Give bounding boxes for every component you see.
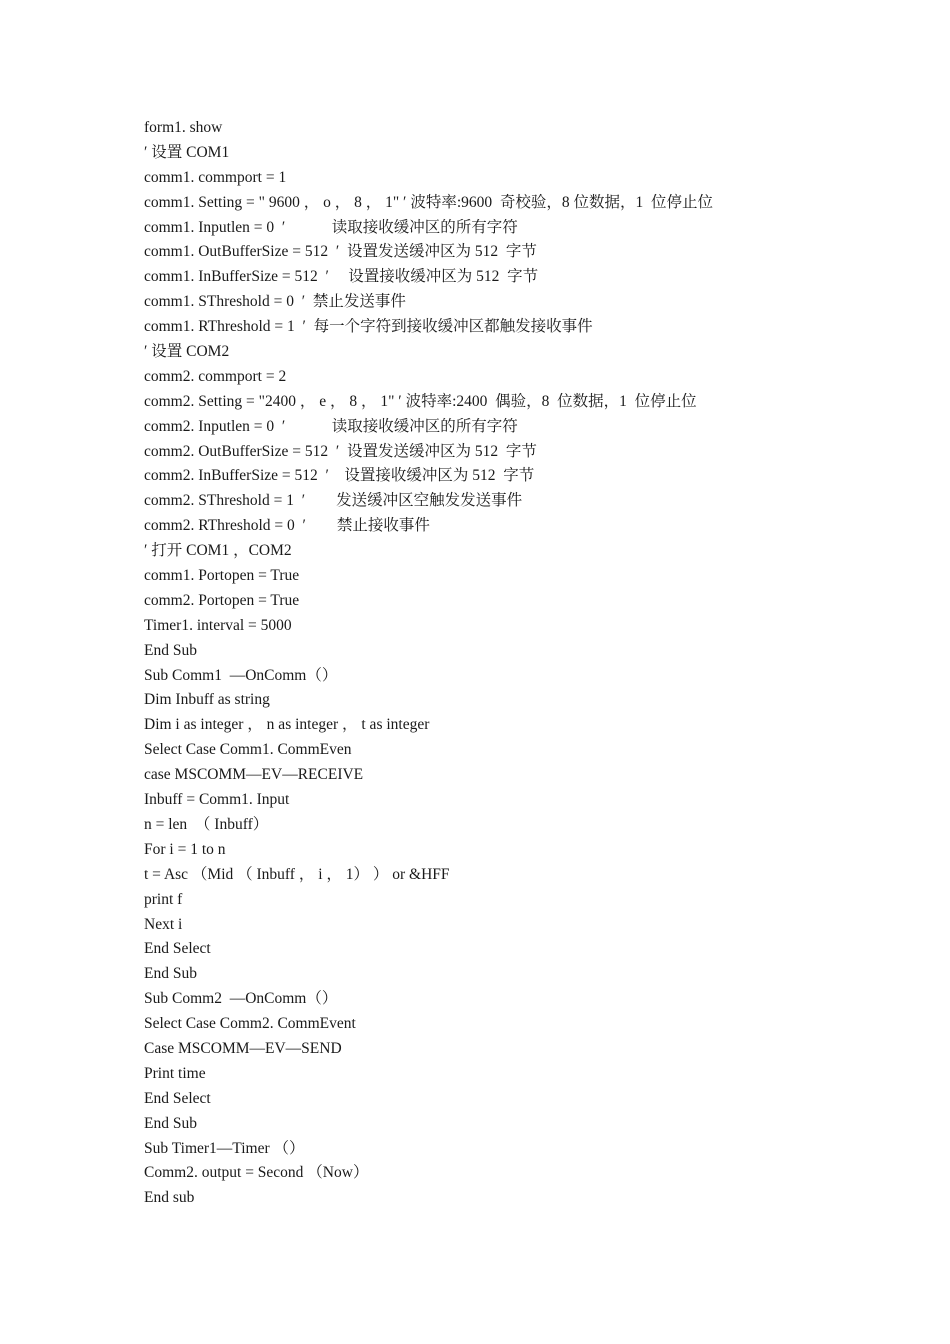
code-line: comm2. InBufferSize = 512 ′ 设置接收缓冲区为 512 字节 (144, 467, 535, 485)
code-line: comm1. commport = 1 (144, 168, 287, 186)
code-line: Dim Inbuff as string (144, 691, 270, 709)
code-line: comm2. Inputlen = 0 ′ 读取接收缓冲区的所有字符 (144, 417, 518, 435)
code-line: comm2. Setting = "2400 ， e ， 8 ， 1" ′ 波特率:2400 偶验，8 位数据，1 位停止位 (144, 392, 697, 410)
code-line: Dim i as integer ， n as integer ， t as integer (144, 716, 430, 734)
code-line: Comm2. output = Second （Now） (144, 1164, 369, 1182)
code-line: comm2. OutBufferSize = 512 ′ 设置发送缓冲区为 512 字节 (144, 442, 537, 460)
code-line: End Select (144, 1089, 211, 1107)
code-line: Sub Comm1 —OnComm（） (144, 666, 338, 684)
code-line: Inbuff = Comm1. Input (144, 791, 290, 809)
code-line: comm2. RThreshold = 0 ′ 禁止接收事件 (144, 517, 430, 535)
code-line: comm2. commport = 2 (144, 367, 287, 385)
code-line: Select Case Comm2. CommEvent (144, 1015, 356, 1033)
code-line: End Sub (144, 965, 197, 983)
code-line: ′ 打开 COM1 ，COM2 (144, 542, 292, 560)
code-line: comm1. InBufferSize = 512 ′ 设置接收缓冲区为 512 字节 (144, 268, 539, 286)
code-line: case MSCOMM—EV—RECEIVE (144, 766, 364, 784)
code-line: comm1. SThreshold = 0 ′ 禁止发送事件 (144, 293, 406, 311)
code-line: comm1. Portopen = True (144, 567, 300, 585)
code-listing (144, 116, 904, 1211)
code-line: Select Case Comm1. CommEven (144, 741, 352, 759)
code-line: Timer1. interval = 5000 (144, 616, 292, 634)
code-line: End Select (144, 940, 211, 958)
code-line: End Sub (144, 641, 197, 659)
code-line: Print time (144, 1064, 206, 1082)
code-line: t = Asc （Mid （ Inbuff ， i ， 1） ） or &HFF (144, 865, 450, 883)
code-line: comm2. SThreshold = 1 ′ 发送缓冲区空触发发送事件 (144, 492, 523, 510)
code-line: For i = 1 to n (144, 840, 226, 858)
code-line: comm1. Setting = " 9600 ， o ， 8 ， 1" ′ 波特率:9600 奇校验，8 位数据，1 位停止位 (144, 193, 714, 211)
code-line: ′ 设置 COM1 (144, 143, 230, 161)
code-line: Sub Comm2 —OnComm（） (144, 990, 338, 1008)
code-line: comm1. RThreshold = 1 ′ 每一个字符到接收缓冲区都触发接收事件 (144, 318, 593, 336)
code-line: print f (144, 890, 183, 908)
code-line: comm1. OutBufferSize = 512 ′ 设置发送缓冲区为 512 字节 (144, 243, 537, 261)
code-line: n = len （ Inbuff） (144, 815, 269, 833)
code-line: form1. show (144, 119, 223, 136)
code-line: ′ 设置 COM2 (144, 343, 230, 361)
code-line: comm2. Portopen = True (144, 591, 300, 609)
code-line: End Sub (144, 1114, 197, 1132)
code-line: Sub Timer1—Timer （） (144, 1139, 305, 1157)
code-line: Next i (144, 915, 183, 933)
code-line: Case MSCOMM—EV—SEND (144, 1039, 342, 1057)
code-line: End sub (144, 1189, 195, 1207)
code-line: comm1. Inputlen = 0 ′ 读取接收缓冲区的所有字符 (144, 218, 518, 236)
